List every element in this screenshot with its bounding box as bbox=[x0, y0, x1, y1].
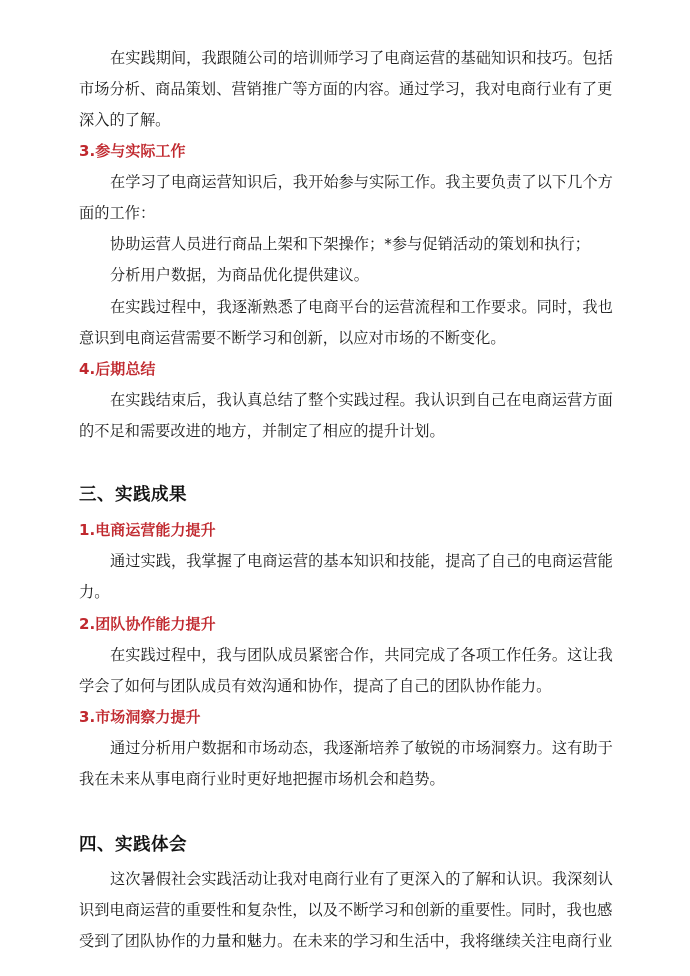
paragraph-line: 在实践过程中，我与团队成员紧密合作，共同完成了各项工作任务。这让我 bbox=[110, 646, 613, 664]
paragraph-line: 我在未来从事电商行业时更好地把握市场机会和趋势。 bbox=[79, 770, 445, 788]
paragraph-line: 通过分析用户数据和市场动态，我逐渐培养了敏锐的市场洞察力。这有助于 bbox=[110, 739, 613, 757]
paragraph-line: 受到了团队协作的力量和魅力。在未来的学习和生活中，我将继续关注电商行业 bbox=[79, 932, 613, 950]
paragraph-line: 识到电商运营的重要性和复杂性，以及不断学习和创新的重要性。同时，我也感 bbox=[79, 901, 613, 919]
paragraph-line: 协助运营人员进行商品上架和下架操作；*参与促销活动的策划和执行； bbox=[110, 235, 591, 253]
paragraph-line: 市场分析、商品策划、营销推广等方面的内容。通过学习，我对电商行业有了更 bbox=[79, 80, 613, 98]
paragraph-line: 深入的了解。 bbox=[79, 111, 171, 129]
subheading: 3.参与实际工作 bbox=[79, 142, 186, 160]
paragraph-line: 在实践过程中，我逐渐熟悉了电商平台的运营流程和工作要求。同时，我也 bbox=[110, 298, 613, 316]
paragraph-line: 面的工作： bbox=[79, 204, 156, 222]
paragraph-line: 通过实践，我掌握了电商运营的基本知识和技能，提高了自己的电商运营能 bbox=[110, 552, 613, 570]
paragraph-line: 在实践期间，我跟随公司的培训师学习了电商运营的基础知识和技巧。包括 bbox=[110, 49, 613, 67]
paragraph-line: 学会了如何与团队成员有效沟通和协作，提高了自己的团队协作能力。 bbox=[79, 677, 552, 695]
subheading: 3.市场洞察力提升 bbox=[79, 708, 201, 726]
paragraph-line: 意识到电商运营需要不断学习和创新，以应对市场的不断变化。 bbox=[79, 329, 506, 347]
section-heading: 四、实践体会 bbox=[79, 835, 187, 855]
paragraph-line: 在实践结束后，我认真总结了整个实践过程。我认识到自己在电商运营方面 bbox=[110, 391, 613, 409]
subheading: 1.电商运营能力提升 bbox=[79, 521, 216, 539]
paragraph-line: 分析用户数据，为商品优化提供建议。 bbox=[110, 266, 370, 284]
section-heading: 三、实践成果 bbox=[79, 485, 187, 505]
subheading: 2.团队协作能力提升 bbox=[79, 615, 216, 633]
subheading: 4.后期总结 bbox=[79, 360, 156, 378]
paragraph-line: 力。 bbox=[79, 583, 110, 601]
paragraph-line: 在学习了电商运营知识后，我开始参与实际工作。我主要负责了以下几个方 bbox=[110, 173, 613, 191]
paragraph-line: 的不足和需要改进的地方，并制定了相应的提升计划。 bbox=[79, 422, 445, 440]
paragraph-line: 这次暑假社会实践活动让我对电商行业有了更深入的了解和认识。我深刻认 bbox=[110, 870, 613, 888]
